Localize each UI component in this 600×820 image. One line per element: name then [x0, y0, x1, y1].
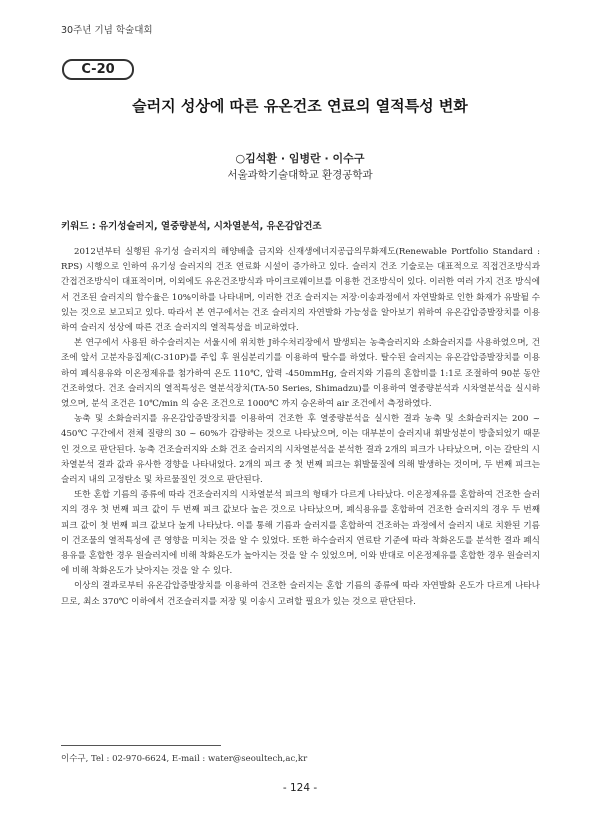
- running-header: 30주년 기념 학술대회: [61, 25, 153, 36]
- paragraph: 이상의 결과로부터 유온감압증발장치를 이용하여 건조한 슬러지는 혼합 기름의 종류에 따라 자연발화 온도가 다르게 나타나므로, 최소 370℃ 이하에서 건조슬러지를 저장 및 이송시 고려할 필요가 있는 것으로 판단된다.: [61, 581, 540, 607]
- footnote-divider: [61, 745, 221, 746]
- paper-code-badge: C-20: [62, 59, 134, 80]
- page-number: - 124 -: [282, 782, 318, 794]
- paragraph: 2012년부터 실행된 유기성 슬러지의 해양배출 금지와 신재생에너지공급의무화제도(Renewable Portfolio Standard : RPS) 시행으로 인하여 유기성 슬러지의 건조 연료화 시설이 증가하고 있다. 슬러지 건조 기술로는 대표적으로 직접건조방식과 간접건조방식이 대표적이며, 이외에도 유온건조방식과 마이크로웨이브를 이용한 건조방식이 있다. 이러한 여러 가지 건조 방식에서 건조된 슬러지의 함수율은 10%이하를 나타내며, 이러한 건조 슬러지는 저장·이송과정에서 자연발화로 인한 화재가 유발될 수 있는 것으로 보고되고 있다. 따라서 본 연구에서는 건조 슬러지의 자연발화 가능성을 알아보기 위하여 유온감압증발장치를 이용하여 슬러지 성상에 따른 건조 슬러지의 열적특성을 비교하였다.: [61, 247, 540, 334]
- paragraph: 농축 및 소화슬러지를 유온감압증발장치를 이용하여 건조한 후 열중량분석을 실시한 결과 농축 및 소화슬러지는 200 ~ 450℃ 구간에서 전체 질량의 30 ~ 60%가 감량하는 것으로 나타났으며, 이는 대부분이 슬러지내 휘발성분이 방출되었기 때문인 것으로 판단된다. 농축 건조슬러지와 소화 건조 슬러지의 시차열분석을 분석한 결과 2개의 피크가 나타났으며, 이는 갈탄의 시차열분석 결과 값과 유사한 경향을 나타내었다. 2개의 피크 중 첫 번째 피크는 휘발물질에 의해 발생하는 것이며, 두 번째 피크는 슬러지 내의 고정탄소 및 차르물질인 것으로 판단된다.: [61, 414, 540, 486]
- affiliation: 서울과학기술대학교 환경공학과: [227, 169, 373, 181]
- footnote: 이수구, Tel : 02-970-6624, E-mail : water@seoultech,ac,kr: [61, 754, 308, 764]
- abstract-body: [61, 245, 540, 610]
- paragraph: 또한 혼합 기름의 종류에 따라 건조슬러지의 시차열분석 피크의 형태가 다르게 나타났다. 이온정제유를 혼합하여 건조한 슬러지의 경우 첫 번째 피크 값이 두 번째 피크 값보다 높은 것으로 나타났으며, 폐식용유를 혼합하여 건조한 슬러지의 경우 두 번째 피크 값이 첫 번째 피크 값보다 높게 나타났다. 이를 통해 기름과 슬러지를 혼합하여 건조하는 과정에서 슬러지 내로 치환된 기름이 건조물의 열적특성에 큰 영향을 미치는 것을 알 수 있었다. 또한 하수슬러지 연료탄 기준에 따라 착화온도를 분석한 결과 폐식용유를 혼합한 경우 원슬러지에 비해 착화온도가 높아지는 것을 알 수 있었으며, 이와 반대로 이온정제유를 혼합한 경우 원슬러지에 비해 착화온도가 낮아지는 것을 알 수 있다.: [61, 490, 540, 577]
- author-list: ○김석환 · 임병란 · 이수구: [235, 152, 365, 165]
- paper-title: 슬러지 성상에 따른 유온건조 연료의 열적특성 변화: [132, 97, 468, 115]
- paragraph: 본 연구에서 사용된 하수슬러지는 서울시에 위치한 J하수처리장에서 발생되는 농축슬러지와 소화슬러지를 사용하였으며, 건조에 앞서 고분자응집제(C-310P)를 주입 후 원심분리기를 이용하여 탈수를 하였다. 탈수된 슬러지는 유온감압증발장치를 이용하여 폐식용유와 이온정제유를 첨가하여 온도 110℃, 압력 -450mmHg, 슬러지와 기름의 혼합비를 1:1로 조절하여 90분 동안 건조하였다. 건조 슬러지의 열적특성은 열분석장치(TA-50 Series, Shimadzu)를 이용하여 열중량분석과 시차열분석을 실시하였으며, 분석 조건은 10℃/min 의 승온 조건으로 1000℃ 까지 승온하여 air 조건에서 측정하였다.: [61, 338, 540, 410]
- keywords: 키워드 : 유기성슬러지, 열중량분석, 시차열분석, 유온감압건조: [61, 221, 322, 232]
